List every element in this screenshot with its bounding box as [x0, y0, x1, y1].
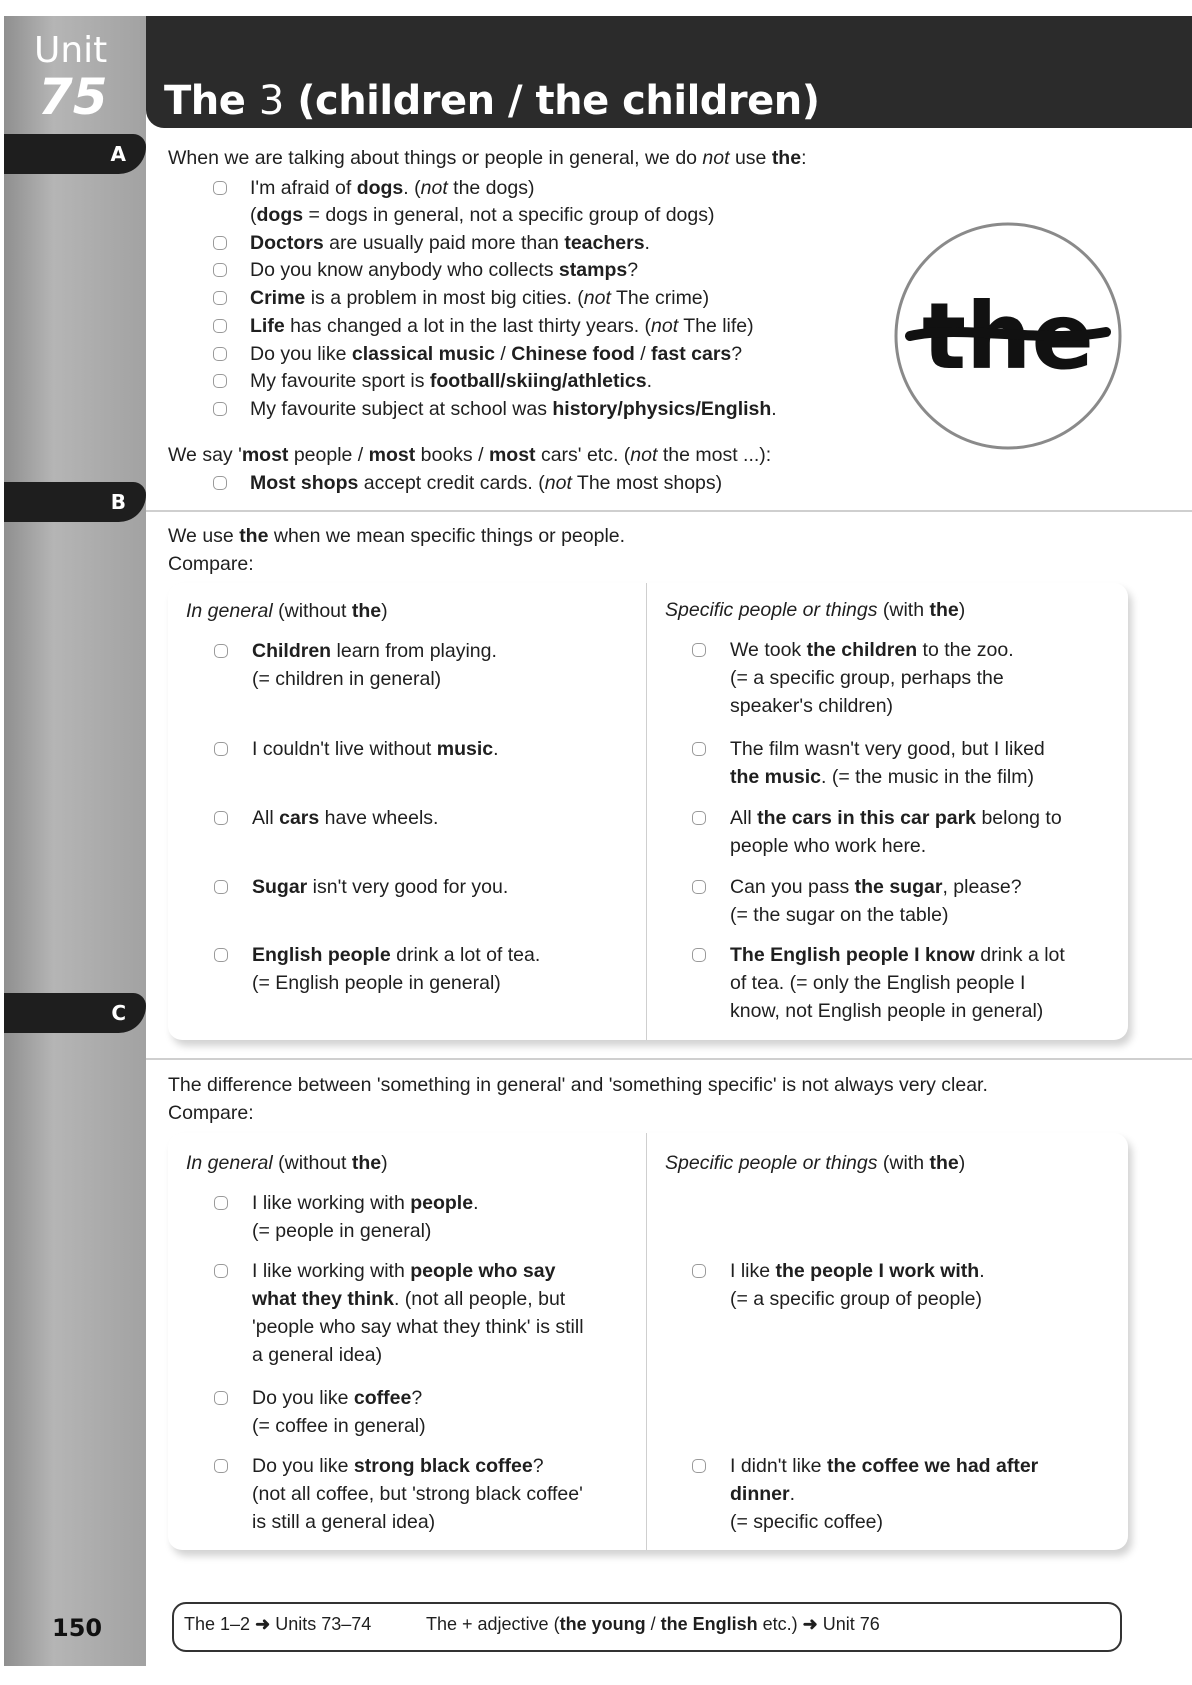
text-segment: (= specific coffee)	[730, 1511, 884, 1533]
text-segment: cars' etc. (	[535, 444, 631, 466]
the-crossed-out-logo	[892, 220, 1124, 452]
text-segment: We use	[168, 525, 240, 547]
example-bullet-icon	[214, 811, 228, 825]
section-b-right-example	[730, 804, 1062, 832]
text-segment: know, not English people in general)	[730, 1000, 1044, 1022]
text-segment: the children	[806, 639, 918, 661]
example-bullet-icon	[213, 263, 227, 277]
example-bullet-icon	[214, 1391, 228, 1405]
section-b-right-example	[730, 763, 1034, 791]
text-segment: belong to	[976, 807, 1062, 829]
text-segment: dogs	[356, 177, 404, 199]
text-segment: the dogs)	[447, 177, 535, 199]
text-segment: My favourite sport is	[250, 370, 430, 392]
text-segment: All	[252, 807, 280, 829]
text-segment: 'people who say what they think' is still	[252, 1316, 584, 1338]
section-a-letter: A	[110, 142, 126, 166]
text-segment: .	[493, 738, 499, 760]
section-b-right-example	[730, 692, 893, 720]
text-segment: ?	[532, 1455, 544, 1477]
unit-number: 75	[38, 68, 108, 126]
left-sidebar	[4, 16, 146, 1666]
example-bullet-icon	[214, 1196, 228, 1210]
section-c-left-example	[252, 1452, 544, 1480]
section-c-right-example	[730, 1480, 795, 1508]
text-segment: of tea. (= only the English people I	[730, 972, 1026, 994]
text-segment: not	[702, 147, 730, 169]
text-segment: the	[771, 147, 802, 169]
section-b-right-example	[730, 997, 1043, 1025]
text-segment: most	[368, 444, 416, 466]
unit-label: Unit	[34, 30, 108, 71]
text-segment: .	[979, 1260, 985, 1282]
section-tab-c	[4, 993, 146, 1033]
text-segment: most	[488, 444, 536, 466]
text-segment: )	[381, 600, 388, 622]
cross-ref-2-prefix: The + adjective (	[426, 1614, 560, 1634]
text-segment: We took	[730, 639, 807, 661]
example-bullet-icon	[692, 742, 706, 756]
text-segment: is a problem in most big cities. (	[305, 287, 584, 309]
text-segment: I'm afraid of	[250, 177, 357, 199]
text-segment: We say '	[168, 444, 242, 466]
section-a-example	[250, 340, 742, 368]
section-b-left-example	[252, 735, 499, 763]
text-segment: Do you like	[252, 1387, 354, 1409]
section-c-right-example	[730, 1452, 1038, 1480]
text-segment: the	[351, 1152, 382, 1174]
text-segment: .	[473, 1192, 479, 1214]
cross-ref-1-prefix: The	[184, 1614, 221, 1634]
text-segment: Chinese food	[511, 343, 635, 365]
divider-b	[146, 510, 1192, 512]
section-b-letter: B	[110, 490, 126, 514]
text-segment: (= children in general)	[252, 668, 442, 690]
text-segment: :	[801, 147, 807, 169]
example-bullet-icon	[692, 880, 706, 894]
section-c-left-example	[252, 1341, 382, 1369]
cross-ref-2-bold: the young	[559, 1614, 646, 1634]
example-bullet-icon	[213, 347, 227, 361]
text-segment: books /	[415, 444, 489, 466]
text-segment: Do you like	[250, 343, 352, 365]
text-segment: the cars in this car park	[757, 807, 977, 829]
divider-c	[146, 1058, 1192, 1060]
section-b-right-example	[730, 941, 1065, 969]
section-b-left-example	[252, 665, 441, 693]
section-c-compare	[168, 1099, 254, 1127]
section-b-right-example	[730, 735, 1045, 763]
text-segment: . (not all people, but	[393, 1288, 566, 1310]
text-segment: . (= the music in the film)	[821, 766, 1034, 788]
text-segment: not	[651, 315, 679, 337]
section-c-right-example	[730, 1285, 982, 1313]
text-segment: . (	[403, 177, 421, 199]
text-segment: /	[495, 343, 512, 365]
section-b-left-example	[252, 637, 497, 665]
text-segment: people who say	[410, 1260, 556, 1282]
text-segment: .	[789, 1483, 796, 1505]
text-segment: )	[958, 1152, 966, 1174]
section-b-right-example	[730, 901, 948, 929]
text-segment: Specific people or things	[665, 599, 878, 621]
text-segment: I couldn't live without	[252, 738, 437, 760]
section-a-intro	[168, 144, 806, 172]
text-segment: The crime)	[610, 287, 710, 309]
text-segment: In general	[186, 1152, 273, 1174]
compare-divider-c	[646, 1133, 647, 1550]
cross-ref-2-bold2: the English	[660, 1614, 758, 1634]
section-c-right-heading	[665, 1149, 965, 1177]
title-bar	[146, 16, 1192, 128]
text-segment: I didn't like	[730, 1455, 827, 1477]
text-segment: the people I work with	[775, 1260, 980, 1282]
text-segment: All	[730, 807, 758, 829]
text-segment: (= people in general)	[252, 1220, 432, 1242]
example-bullet-icon	[692, 1459, 706, 1473]
section-c-left-example	[252, 1285, 565, 1313]
example-bullet-icon	[692, 1264, 706, 1278]
text-segment: (= the sugar on the table)	[730, 904, 949, 926]
text-segment: In general	[186, 600, 273, 622]
text-segment: The life)	[678, 315, 754, 337]
section-c-left-example	[252, 1480, 583, 1508]
section-b-right-example	[730, 873, 1022, 901]
section-b-right-heading	[665, 596, 965, 624]
text-segment: most	[241, 444, 289, 466]
text-segment: accept credit cards. (	[358, 472, 545, 494]
text-segment: Most shops	[250, 472, 359, 494]
section-b-right-example	[730, 969, 1025, 997]
cross-ref-1-range: 1–2	[220, 1614, 251, 1634]
text-segment: not	[583, 287, 611, 309]
title-prefix: The	[164, 78, 259, 124]
text-segment: people /	[288, 444, 369, 466]
section-b-left-example	[252, 804, 438, 832]
text-segment: dogs	[256, 204, 304, 226]
section-a-example	[250, 256, 638, 284]
section-c-left-heading	[186, 1149, 388, 1177]
example-bullet-icon	[213, 319, 227, 333]
section-b-compare	[168, 550, 254, 578]
text-segment: people	[410, 1192, 474, 1214]
text-segment: (	[250, 204, 257, 226]
section-a-most-example	[250, 469, 722, 497]
text-segment: use	[729, 147, 772, 169]
text-segment: football/skiing/athletics	[429, 370, 647, 392]
text-segment: Sugar	[252, 876, 308, 898]
text-segment: (= English people in general)	[252, 972, 501, 994]
section-tab-a	[4, 134, 146, 174]
cross-ref-2-suffix: etc.)	[757, 1614, 798, 1634]
example-bullet-icon	[214, 742, 228, 756]
cross-ref-2-target: Unit 76	[822, 1614, 880, 1634]
example-bullet-icon	[214, 1459, 228, 1473]
section-a-most-intro	[168, 441, 771, 469]
section-c-right-example	[730, 1257, 985, 1285]
text-segment: (not all coffee, but 'strong black coffee'	[252, 1483, 583, 1505]
section-b-left-example	[252, 969, 501, 997]
text-segment: ?	[411, 1387, 423, 1409]
page-title	[164, 78, 820, 124]
text-segment: Doctors	[250, 232, 324, 254]
text-segment: /	[634, 343, 652, 365]
text-segment: (without	[272, 1152, 352, 1174]
example-bullet-icon	[214, 880, 228, 894]
text-segment: the	[929, 599, 959, 621]
text-segment: is still a general idea)	[252, 1511, 436, 1533]
page-number: 150	[52, 1614, 103, 1642]
logo-text: the	[922, 283, 1094, 390]
example-bullet-icon	[692, 948, 706, 962]
example-bullet-icon	[213, 291, 227, 305]
section-a-example	[250, 312, 754, 340]
text-segment: isn't very good for you.	[307, 876, 509, 898]
text-segment: drink a lot of tea.	[390, 944, 541, 966]
section-c-left-example	[252, 1313, 584, 1341]
text-segment: (with	[877, 1152, 930, 1174]
cross-ref-1-target: Units 73–74	[275, 1614, 372, 1634]
text-segment: (with	[877, 599, 930, 621]
text-segment: drink a lot	[974, 944, 1065, 966]
section-c-letter: C	[111, 1001, 126, 1025]
text-segment: ?	[627, 259, 639, 281]
text-segment: to the zoo.	[917, 639, 1014, 661]
text-segment: Can you pass	[730, 876, 855, 898]
text-segment: not	[420, 177, 448, 199]
text-segment: strong black coffee	[353, 1455, 533, 1477]
text-segment: , please?	[942, 876, 1022, 898]
text-segment: (= a specific group of people)	[730, 1288, 983, 1310]
text-segment: speaker's children)	[730, 695, 894, 717]
text-segment: When we are talking about things or people in general, we do	[168, 147, 703, 169]
text-segment: )	[381, 1152, 388, 1174]
section-c-left-example	[252, 1257, 555, 1285]
text-segment: The English people I know	[730, 944, 975, 966]
text-segment: (= a specific group, perhaps the	[730, 667, 1004, 689]
section-b-right-example	[730, 664, 1004, 692]
section-b-left-example	[252, 873, 508, 901]
cross-ref-link-2[interactable]	[426, 1614, 880, 1635]
text-segment: people who work here.	[730, 835, 927, 857]
text-segment: Life	[250, 315, 285, 337]
example-bullet-icon	[213, 236, 227, 250]
text-segment: stamps	[558, 259, 628, 281]
section-a-example	[250, 367, 652, 395]
section-b-left-heading	[186, 597, 388, 625]
text-segment: learn from playing.	[331, 640, 497, 662]
text-segment: I like	[730, 1260, 776, 1282]
example-bullet-icon	[214, 1264, 228, 1278]
section-a-example	[250, 174, 534, 202]
text-segment: a general idea)	[252, 1344, 383, 1366]
text-segment: )	[958, 599, 966, 621]
text-segment: Compare:	[168, 1102, 254, 1124]
example-bullet-icon	[213, 181, 227, 195]
text-segment: (= coffee in general)	[252, 1415, 426, 1437]
text-segment: have wheels.	[319, 807, 439, 829]
text-segment: The difference between 'something in general' and 'something specific' is not always very clear.	[168, 1074, 988, 1096]
section-b-left-example	[252, 941, 540, 969]
text-segment: Children	[252, 640, 332, 662]
text-segment: are usually paid more than	[323, 232, 565, 254]
section-c-intro	[168, 1071, 988, 1099]
text-segment: English people	[252, 944, 391, 966]
text-segment: what they think	[252, 1288, 394, 1310]
example-bullet-icon	[213, 402, 227, 416]
text-segment: the	[351, 600, 382, 622]
example-bullet-icon	[692, 643, 706, 657]
text-segment: history/physics/English	[552, 398, 772, 420]
section-tab-b	[4, 482, 146, 522]
text-segment: dinner	[730, 1483, 790, 1505]
text-segment: coffee	[353, 1387, 412, 1409]
text-segment: the	[929, 1152, 959, 1174]
text-segment: classical music	[351, 343, 495, 365]
title-number: 3	[258, 78, 284, 124]
text-segment: not	[544, 472, 572, 494]
example-bullet-icon	[692, 811, 706, 825]
section-a-example	[250, 395, 777, 423]
cross-ref-2-mid: /	[645, 1614, 661, 1634]
text-segment: Crime	[250, 287, 306, 309]
text-segment: when we mean specific things or people.	[268, 525, 626, 547]
section-b-right-example	[730, 832, 926, 860]
section-c-left-example	[252, 1412, 426, 1440]
text-segment: The most shops)	[571, 472, 723, 494]
text-segment: music	[436, 738, 494, 760]
text-segment: ?	[731, 343, 743, 365]
text-segment: My favourite subject at school was	[250, 398, 553, 420]
text-segment: = dogs in general, not a specific group of dogs)	[303, 204, 715, 226]
section-a-example	[250, 201, 714, 229]
cross-ref-link-1[interactable]	[184, 1614, 371, 1635]
section-c-left-example	[252, 1508, 435, 1536]
example-bullet-icon	[213, 374, 227, 388]
text-segment: (without	[272, 600, 352, 622]
arrow-right-icon: ➜	[255, 1614, 271, 1634]
section-c-left-example	[252, 1189, 478, 1217]
text-segment: .	[644, 232, 650, 254]
section-c-right-example	[730, 1508, 883, 1536]
example-bullet-icon	[214, 644, 228, 658]
text-segment: not	[630, 444, 658, 466]
arrow-right-icon: ➜	[802, 1614, 818, 1634]
text-segment: Do you like	[252, 1455, 354, 1477]
text-segment: Compare:	[168, 553, 254, 575]
text-segment: the coffee we had after	[826, 1455, 1039, 1477]
text-segment: the music	[730, 766, 822, 788]
text-segment: cars	[279, 807, 320, 829]
text-segment: the most ...):	[657, 444, 772, 466]
text-segment: teachers	[564, 232, 645, 254]
text-segment: Specific people or things	[665, 1152, 878, 1174]
text-segment: has changed a lot in the last thirty years. (	[284, 315, 652, 337]
text-segment: Do you know anybody who collects	[250, 259, 559, 281]
example-bullet-icon	[213, 476, 227, 490]
text-segment: I like working with	[252, 1260, 411, 1282]
text-segment: .	[771, 398, 777, 420]
section-b-intro	[168, 522, 625, 550]
section-b-right-example	[730, 636, 1014, 664]
text-segment: the	[239, 525, 269, 547]
section-a-example	[250, 229, 650, 257]
section-c-left-example	[252, 1384, 422, 1412]
text-segment: fast cars	[651, 343, 732, 365]
text-segment: The film wasn't very good, but I liked	[730, 738, 1045, 760]
compare-divider-b	[646, 583, 647, 1040]
section-c-left-example	[252, 1217, 431, 1245]
title-rest: (children / the children)	[283, 78, 820, 124]
example-bullet-icon	[214, 948, 228, 962]
section-a-example	[250, 284, 709, 312]
text-segment: I like working with	[252, 1192, 411, 1214]
text-segment: .	[646, 370, 653, 392]
text-segment: the sugar	[854, 876, 943, 898]
